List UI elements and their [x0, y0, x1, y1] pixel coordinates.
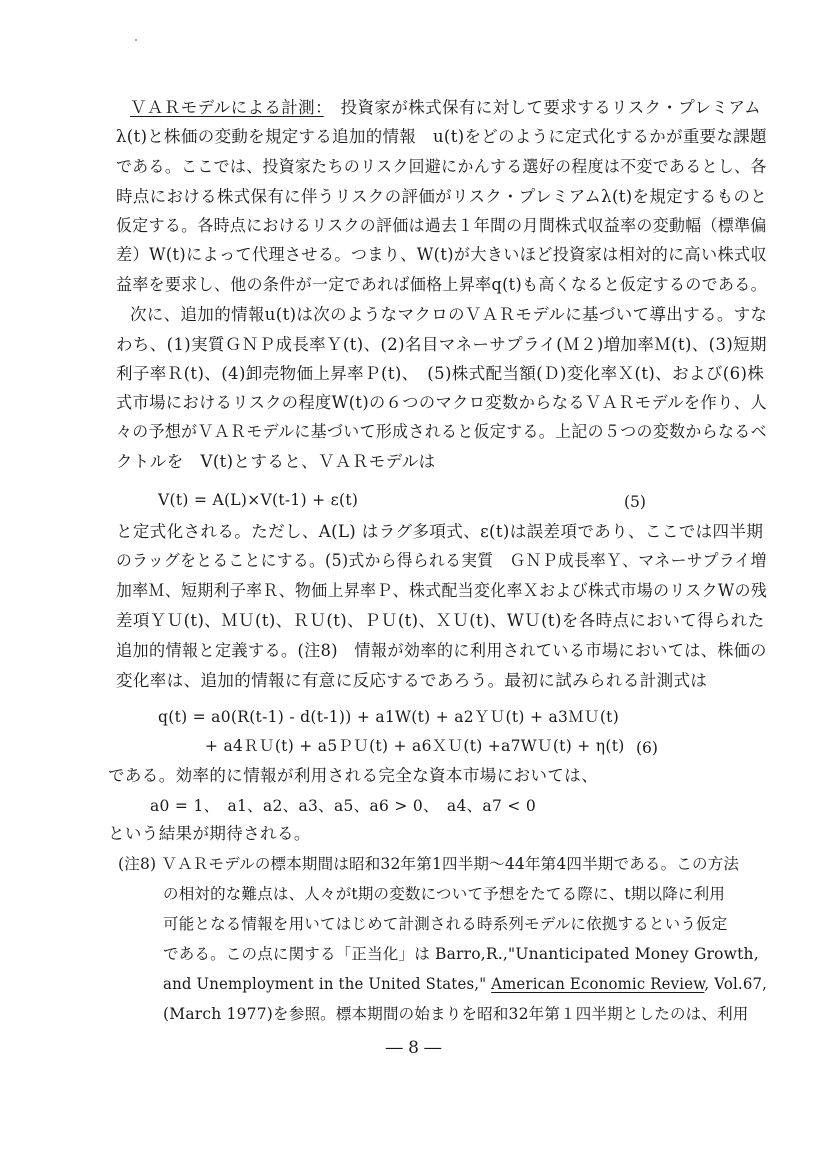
- footnote-line: 可能となる情報を用いてはじめて計測される時系列モデルに依拠するという仮定: [163, 915, 728, 933]
- footnote-line: (March 1977)を参照。標本期間の始まりを昭和32年第１四半期としたのは、利用: [163, 1005, 749, 1023]
- section-heading: [130, 97, 761, 119]
- citation-volume: , Vol.67,: [704, 975, 768, 993]
- footnote-label: (注8): [118, 855, 157, 873]
- body-line: わち、(1)実質ＧＮＰ成長率Ｙ(t)、(2)名目マネーサプライ(Ｍ２)増加率Ｍ(t)、(3)短期: [116, 335, 767, 354]
- heading-rest: 投資家が株式保有に対して要求するリスク・プレミアム: [323, 98, 761, 117]
- citation-text: and Unemployment in the United States,": [163, 975, 492, 993]
- body-line: 利子率Ｒ(t)、(4)卸売物価上昇率Ｐ(t)、 (5)株式配当額(Ｄ)変化率Ｘ(t)、および(6)株: [116, 364, 765, 383]
- equation-5-number: (5): [624, 493, 646, 511]
- body-line: クトルを V(t)とすると、ＶＡＲモデルは: [116, 452, 436, 471]
- footnote-citation-line: [163, 973, 767, 995]
- body-line: である。効率的に情報が利用される完全な資本市場においては、: [108, 766, 599, 785]
- equation-6-line-1: q(t) = a0(R(t-1) - d(t-1)) + a1W(t) + a2ＹＵ(t) + a3ＭＵ(t): [158, 708, 620, 726]
- body-line: 益率を要求し、他の条件が一定であれば価格上昇率q(t)も高くなると仮定するのである。: [116, 275, 767, 294]
- scan-speck: [135, 39, 137, 41]
- expected-signs: a0 = 1、 a1、a2、a3、a5、a6 > 0、 a4、a7 < 0: [150, 797, 537, 815]
- body-line: である。ここでは、投資家たちのリスク回避にかんする選好の程度は不変であるとし、各: [116, 157, 767, 176]
- body-line: 差項ＹＵ(t)、ＭＵ(t)、ＲＵ(t)、ＰＵ(t)、ＸＵ(t)、WＵ(t)を各時点において得られた: [116, 611, 765, 630]
- body-line: 差）W(t)によって代理させる。つまり、W(t)が大きいほど投資家は相対的に高い株式収: [116, 245, 767, 264]
- body-line: と定式化される。ただし、A(L) はラグ多項式、ε(t)は誤差項であり、ここでは四半期: [116, 522, 764, 541]
- body-line: 式市場におけるリスクの程度W(t)の６つのマクロ変数からなるＶＡＲモデルを作り、人: [116, 393, 767, 412]
- footnote-line: の相対的な難点は、人々がt期の変数について予想をたてる際に、t期以降に利用: [163, 885, 726, 903]
- equation-5: V(t) = A(L)×V(t-1) + ε(t): [158, 491, 359, 509]
- body-line: λ(t)と株価の変動を規定する追加的情報 u(t)をどのように定式化するかが重要な課題: [116, 127, 767, 146]
- body-line: 々の予想がＶＡＲモデルに基づいて形成されると仮定する。上記の５つの変数からなるベ: [116, 422, 767, 441]
- footnote-line: である。この点に関する「正当化」は Barro,R.,"Unanticipated Money Growth,: [163, 945, 759, 963]
- heading-label: ＶＡＲモデルによる計測：: [130, 98, 324, 117]
- body-line: 仮定する。各時点におけるリスクの評価は過去１年間の月間株式収益率の変動幅（標準偏: [116, 216, 767, 235]
- body-line: 加率Ｍ、短期利子率Ｒ、物価上昇率Ｐ、株式配当変化率Ｘおよび株式市場のリスクWの残: [116, 581, 768, 600]
- footnote-text: ＶＡＲモデルの標本期間は昭和32年第1四半期～44年第4四半期である。この方法: [161, 855, 740, 873]
- journal-title: American Economic Review: [491, 975, 705, 993]
- body-line: 次に、追加的情報u(t)は次のようなマクロのＶＡＲモデルに基づいて導出する。すな: [130, 305, 768, 324]
- page-number: ― 8 ―: [385, 1038, 442, 1058]
- equation-6-line-2: + a4ＲＵ(t) + a5ＰＵ(t) + a6ＸＵ(t) +a7WＵ(t) + η(t): [205, 737, 625, 755]
- body-line: 追加的情報と定義する。(注8) 情報が効率的に利用されている市場においては、株価の: [116, 641, 767, 660]
- equation-6-number: (6): [636, 739, 658, 757]
- footnote-8-first-line: [118, 853, 739, 875]
- body-line: 時点における株式保有に伴うリスクの評価がリスク・プレミアムλ(t)を規定するものと: [116, 187, 768, 206]
- body-line: 変化率は、追加的情報に有意に反応するであろう。最初に試みられる計測式は: [116, 671, 708, 690]
- body-line: のラッグをとることにする。(5)式から得られる実質 ＧＮＰ成長率Ｙ、マネーサプライ増: [116, 551, 767, 570]
- body-line: という結果が期待される。: [108, 824, 311, 843]
